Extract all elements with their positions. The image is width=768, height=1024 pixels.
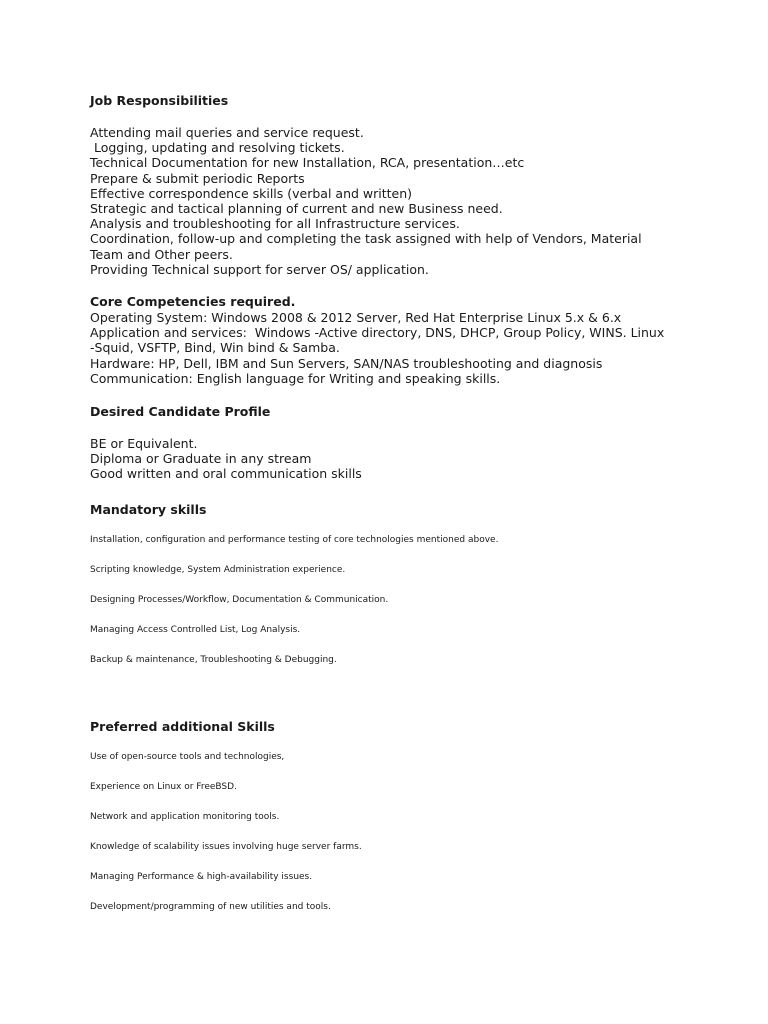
responsibility-line: Prepare & submit periodic Reports <box>90 170 305 186</box>
competency-line: Communication: English language for Writing and speaking skills. <box>90 370 501 386</box>
desired-profile-heading: Desired Candidate Profile <box>90 404 271 419</box>
desired-profile-list <box>90 436 690 482</box>
mandatory-skill-item: Managing Access Controlled List, Log Analysis. <box>90 625 301 635</box>
job-responsibilities-list <box>90 125 690 277</box>
responsibility-line: Attending mail queries and service request. <box>90 125 364 140</box>
responsibility-line: Effective correspondence skills (verbal and written) <box>90 185 413 201</box>
responsibility-line: Coordination, follow-up and completing the task assigned with help of Vendors, Material <box>90 231 642 247</box>
preferred-skill-item: Experience on Linux or FreeBSD. <box>90 782 237 792</box>
mandatory-skill-item: Installation, configuration and performance testing of core technologies mentioned above. <box>90 535 499 545</box>
mandatory-skill-item: Designing Processes/Workflow, Documentation & Communication. <box>90 595 389 605</box>
preferred-skills-heading: Preferred additional Skills <box>90 719 275 734</box>
mandatory-skills-heading: Mandatory skills <box>90 502 207 517</box>
core-competencies-list <box>90 310 690 386</box>
profile-line: Good written and oral communication skills <box>90 466 362 482</box>
preferred-skill-item: Development/programming of new utilities and tools. <box>90 902 331 912</box>
preferred-skill-item: Network and application monitoring tools. <box>90 812 280 822</box>
profile-line: Diploma or Graduate in any stream <box>90 451 312 467</box>
responsibility-line: Team and Other peers. <box>90 246 233 262</box>
competency-line: -Squid, VSFTP, Bind, Win bind & Samba. <box>90 340 340 356</box>
responsibility-line: Strategic and tactical planning of current and new Business need. <box>90 201 503 217</box>
profile-line: BE or Equivalent. <box>90 436 198 451</box>
competency-line: Application and services: Windows -Active directory, DNS, DHCP, Group Policy, WINS. Linux <box>90 325 665 341</box>
core-competencies-heading: Core Competencies required. <box>90 294 296 309</box>
job-responsibilities-heading: Job Responsibilities <box>90 93 229 108</box>
responsibility-line: Logging, updating and resolving tickets. <box>90 140 345 156</box>
responsibility-line: Providing Technical support for server OS/ application. <box>90 261 429 277</box>
responsibility-line: Analysis and troubleshooting for all Infrastructure services. <box>90 216 460 232</box>
preferred-skill-item: Managing Performance & high-availability issues. <box>90 872 313 882</box>
competency-line: Hardware: HP, Dell, IBM and Sun Servers, SAN/NAS troubleshooting and diagnosis <box>90 355 603 371</box>
mandatory-skill-item: Backup & maintenance, Troubleshooting & Debugging. <box>90 655 337 665</box>
responsibility-line: Technical Documentation for new Installation, RCA, presentation…etc <box>90 155 525 171</box>
preferred-skill-item: Use of open-source tools and technologies, <box>90 752 285 762</box>
mandatory-skill-item: Scripting knowledge, System Administration experience. <box>90 565 346 575</box>
competency-line: Operating System: Windows 2008 & 2012 Server, Red Hat Enterprise Linux 5.x & 6.x <box>90 310 622 325</box>
preferred-skill-item: Knowledge of scalability issues involving huge server farms. <box>90 842 362 852</box>
